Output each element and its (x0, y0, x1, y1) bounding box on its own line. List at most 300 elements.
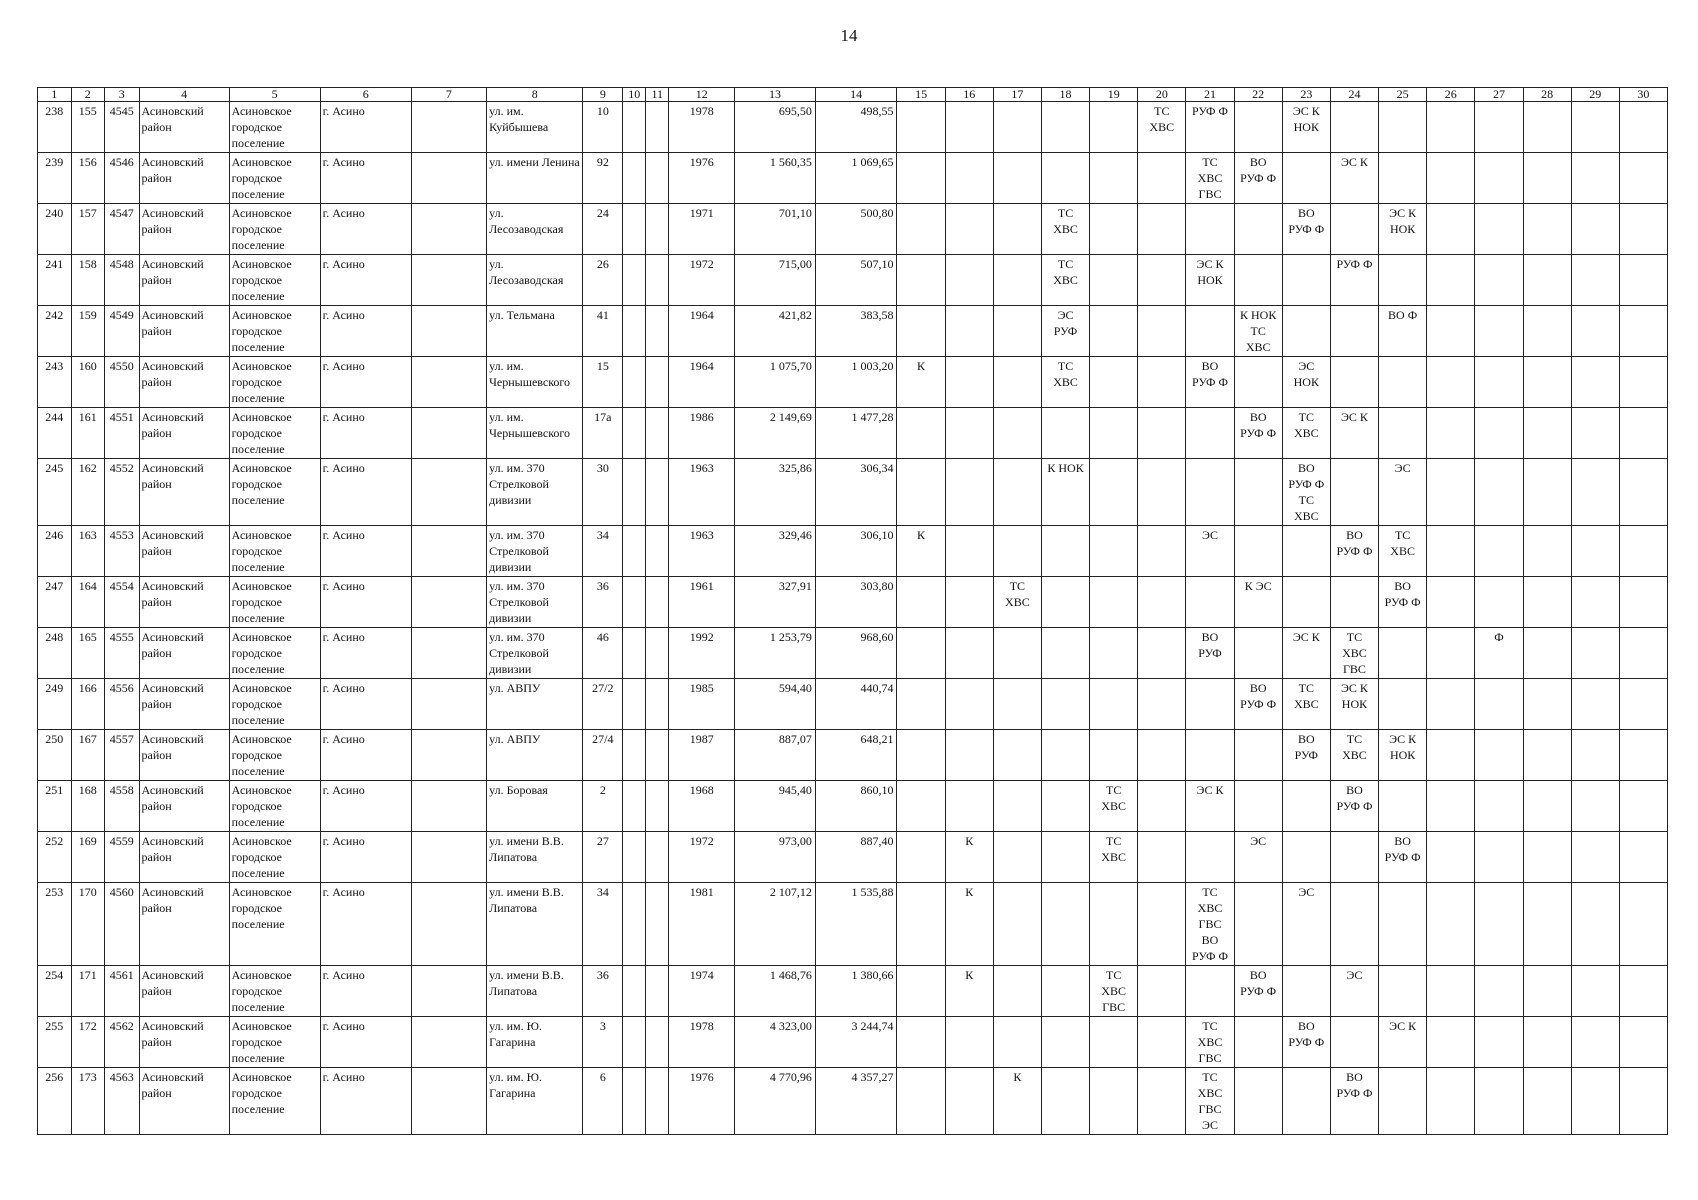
cell-col10 (623, 730, 646, 781)
cell-work-col-16: К (945, 966, 993, 1017)
cell-work-col-19 (1090, 628, 1138, 679)
cell-work-col-17 (993, 357, 1041, 408)
column-header-17: 17 (993, 88, 1041, 102)
cell-work-col-24 (1330, 306, 1378, 357)
cell-work-col-22 (1234, 102, 1282, 153)
cell-area-living: 968,60 (815, 628, 897, 679)
cell-city: г. Асино (320, 204, 411, 255)
cell-area-living: 500,80 (815, 204, 897, 255)
cell-work-col-28 (1523, 255, 1571, 306)
cell-street: ул. им. 370 Стрелковой дивизии (487, 526, 583, 577)
cell-work-col-29 (1571, 204, 1619, 255)
cell-work-col-26 (1427, 204, 1475, 255)
cell-work-col-24 (1330, 883, 1378, 966)
cell-work-col-29 (1571, 153, 1619, 204)
cell-row-sub-number: 171 (71, 966, 105, 1017)
cell-build-year: 1976 (669, 1068, 735, 1135)
cell-build-year: 1974 (669, 966, 735, 1017)
cell-col11 (646, 730, 669, 781)
cell-col10 (623, 966, 646, 1017)
cell-city: г. Асино (320, 102, 411, 153)
cell-work-col-30 (1619, 306, 1667, 357)
cell-work-col-25 (1379, 966, 1427, 1017)
cell-work-col-27 (1475, 204, 1523, 255)
cell-work-col-21: ТС ХВС ГВС (1186, 153, 1234, 204)
cell-street: ул. АВПУ (487, 730, 583, 781)
cell-city: г. Асино (320, 966, 411, 1017)
cell-work-col-27 (1475, 255, 1523, 306)
cell-row-sub-number: 169 (71, 832, 105, 883)
cell-work-col-21 (1186, 459, 1234, 526)
cell-row-sub-number: 166 (71, 679, 105, 730)
cell-area-total: 4 770,96 (735, 1068, 816, 1135)
cell-house-id: 4558 (105, 781, 140, 832)
cell-work-col-16 (945, 526, 993, 577)
cell-work-col-21: ВО РУФ Ф (1186, 357, 1234, 408)
column-header-13: 13 (735, 88, 816, 102)
column-header-4: 4 (139, 88, 229, 102)
cell-work-col-30 (1619, 628, 1667, 679)
cell-work-col-16 (945, 102, 993, 153)
cell-work-col-17 (993, 832, 1041, 883)
cell-work-col-18: К НОК (1041, 459, 1089, 526)
cell-work-col-16: К (945, 883, 993, 966)
cell-work-col-28 (1523, 1017, 1571, 1068)
cell-work-col-26 (1427, 781, 1475, 832)
cell-col7 (411, 1017, 486, 1068)
cell-work-col-22: ВО РУФ Ф (1234, 966, 1282, 1017)
cell-work-col-23 (1282, 306, 1330, 357)
cell-work-col-30 (1619, 883, 1667, 966)
cell-settlement: Асиновское городское поселение (229, 408, 320, 459)
cell-work-col-30 (1619, 832, 1667, 883)
cell-work-col-20 (1138, 408, 1186, 459)
cell-house-id: 4547 (105, 204, 140, 255)
cell-work-col-18 (1041, 628, 1089, 679)
column-header-2: 2 (71, 88, 105, 102)
cell-col11 (646, 628, 669, 679)
column-header-3: 3 (105, 88, 140, 102)
cell-work-col-26 (1427, 153, 1475, 204)
column-header-26: 26 (1427, 88, 1475, 102)
cell-col7 (411, 204, 486, 255)
cell-work-col-24 (1330, 577, 1378, 628)
cell-work-col-22 (1234, 1017, 1282, 1068)
cell-row-sub-number: 160 (71, 357, 105, 408)
cell-work-col-24: ТС ХВС (1330, 730, 1378, 781)
cell-district: Асиновский район (139, 966, 229, 1017)
cell-col11 (646, 1017, 669, 1068)
cell-work-col-17 (993, 153, 1041, 204)
cell-work-col-28 (1523, 1068, 1571, 1135)
cell-district: Асиновский район (139, 1068, 229, 1135)
cell-build-year: 1978 (669, 102, 735, 153)
cell-col10 (623, 628, 646, 679)
cell-area-living: 1 003,20 (815, 357, 897, 408)
cell-work-col-28 (1523, 577, 1571, 628)
cell-work-col-17 (993, 679, 1041, 730)
cell-work-col-25 (1379, 255, 1427, 306)
cell-area-living: 303,80 (815, 577, 897, 628)
page-number: 14 (840, 26, 858, 45)
cell-work-col-25 (1379, 781, 1427, 832)
cell-work-col-26 (1427, 832, 1475, 883)
cell-work-col-29 (1571, 306, 1619, 357)
cell-work-col-18: ЭС РУФ (1041, 306, 1089, 357)
cell-row-number: 256 (38, 1068, 72, 1135)
cell-district: Асиновский район (139, 153, 229, 204)
cell-house-id: 4554 (105, 577, 140, 628)
cell-row-number: 244 (38, 408, 72, 459)
cell-work-col-23 (1282, 781, 1330, 832)
cell-work-col-21: ЭС К НОК (1186, 255, 1234, 306)
column-number-header-row (38, 88, 1668, 102)
cell-work-col-30 (1619, 255, 1667, 306)
cell-work-col-22: ЭС (1234, 832, 1282, 883)
cell-house-number: 17а (583, 408, 623, 459)
cell-work-col-29 (1571, 730, 1619, 781)
cell-area-total: 1 075,70 (735, 357, 816, 408)
cell-work-col-27 (1475, 306, 1523, 357)
cell-work-col-21: ЭС (1186, 526, 1234, 577)
cell-work-col-25: ЭС К НОК (1379, 204, 1427, 255)
cell-work-col-29 (1571, 408, 1619, 459)
cell-house-number: 3 (583, 1017, 623, 1068)
cell-col11 (646, 781, 669, 832)
cell-build-year: 1992 (669, 628, 735, 679)
cell-district: Асиновский район (139, 526, 229, 577)
cell-col10 (623, 306, 646, 357)
cell-city: г. Асино (320, 357, 411, 408)
cell-area-living: 648,21 (815, 730, 897, 781)
cell-work-col-26 (1427, 526, 1475, 577)
column-header-11: 11 (646, 88, 669, 102)
cell-col10 (623, 577, 646, 628)
cell-row-sub-number: 164 (71, 577, 105, 628)
cell-work-col-24: ЭС К НОК (1330, 679, 1378, 730)
cell-work-col-22: ВО РУФ Ф (1234, 408, 1282, 459)
cell-city: г. Асино (320, 526, 411, 577)
cell-work-col-26 (1427, 1017, 1475, 1068)
cell-area-total: 973,00 (735, 832, 816, 883)
cell-work-col-17 (993, 102, 1041, 153)
column-header-21: 21 (1186, 88, 1234, 102)
column-header-22: 22 (1234, 88, 1282, 102)
table-body (38, 102, 1668, 1135)
cell-house-id: 4546 (105, 153, 140, 204)
cell-work-col-18 (1041, 153, 1089, 204)
cell-settlement: Асиновское городское поселение (229, 306, 320, 357)
cell-work-col-18 (1041, 966, 1089, 1017)
cell-settlement: Асиновское городское поселение (229, 628, 320, 679)
cell-work-col-18 (1041, 1017, 1089, 1068)
cell-work-col-27 (1475, 408, 1523, 459)
cell-work-col-25 (1379, 1068, 1427, 1135)
cell-work-col-26 (1427, 730, 1475, 781)
cell-settlement: Асиновское городское поселение (229, 966, 320, 1017)
cell-work-col-22 (1234, 526, 1282, 577)
cell-work-col-20 (1138, 255, 1186, 306)
cell-work-col-16 (945, 459, 993, 526)
cell-settlement: Асиновское городское поселение (229, 357, 320, 408)
cell-work-col-19 (1090, 577, 1138, 628)
cell-work-col-26 (1427, 306, 1475, 357)
cell-work-col-19 (1090, 679, 1138, 730)
cell-city: г. Асино (320, 781, 411, 832)
cell-work-col-27 (1475, 832, 1523, 883)
cell-work-col-29 (1571, 966, 1619, 1017)
cell-col11 (646, 1068, 669, 1135)
cell-work-col-20 (1138, 577, 1186, 628)
cell-col7 (411, 1068, 486, 1135)
cell-street: ул. им. Чернышевского (487, 408, 583, 459)
cell-work-col-27 (1475, 459, 1523, 526)
cell-settlement: Асиновское городское поселение (229, 781, 320, 832)
cell-work-col-18: ТС ХВС (1041, 204, 1089, 255)
cell-work-col-21 (1186, 577, 1234, 628)
cell-col11 (646, 357, 669, 408)
cell-work-col-15 (897, 1017, 945, 1068)
cell-row-sub-number: 163 (71, 526, 105, 577)
cell-work-col-15 (897, 459, 945, 526)
cell-area-living: 1 477,28 (815, 408, 897, 459)
cell-work-col-23: ВО РУФ (1282, 730, 1330, 781)
cell-area-total: 4 323,00 (735, 1017, 816, 1068)
column-header-6: 6 (320, 88, 411, 102)
cell-house-number: 27/4 (583, 730, 623, 781)
cell-area-total: 2 149,69 (735, 408, 816, 459)
cell-work-col-25: ТС ХВС (1379, 526, 1427, 577)
cell-work-col-22: ВО РУФ Ф (1234, 153, 1282, 204)
cell-area-living: 1 535,88 (815, 883, 897, 966)
cell-house-number: 26 (583, 255, 623, 306)
cell-work-col-22 (1234, 628, 1282, 679)
cell-street: ул. Тельмана (487, 306, 583, 357)
cell-row-number: 238 (38, 102, 72, 153)
cell-work-col-16 (945, 1017, 993, 1068)
cell-work-col-16 (945, 204, 993, 255)
cell-work-col-15 (897, 1068, 945, 1135)
cell-street: ул. Лесозаводская (487, 204, 583, 255)
cell-col10 (623, 153, 646, 204)
cell-col10 (623, 255, 646, 306)
cell-work-col-16 (945, 153, 993, 204)
cell-work-col-17 (993, 204, 1041, 255)
cell-work-col-16 (945, 255, 993, 306)
cell-work-col-15: К (897, 526, 945, 577)
cell-work-col-25: ВО РУФ Ф (1379, 577, 1427, 628)
table-row (38, 526, 1668, 577)
cell-work-col-23: ЭС (1282, 883, 1330, 966)
column-header-28: 28 (1523, 88, 1571, 102)
cell-col11 (646, 255, 669, 306)
cell-work-col-18 (1041, 1068, 1089, 1135)
cell-work-col-16 (945, 679, 993, 730)
cell-city: г. Асино (320, 832, 411, 883)
cell-row-number: 254 (38, 966, 72, 1017)
cell-work-col-24: ЭС К (1330, 408, 1378, 459)
cell-work-col-27 (1475, 730, 1523, 781)
cell-work-col-17 (993, 408, 1041, 459)
cell-settlement: Асиновское городское поселение (229, 526, 320, 577)
cell-col10 (623, 459, 646, 526)
cell-work-col-27 (1475, 781, 1523, 832)
cell-settlement: Асиновское городское поселение (229, 255, 320, 306)
cell-col10 (623, 781, 646, 832)
cell-col10 (623, 832, 646, 883)
cell-work-col-30 (1619, 1017, 1667, 1068)
cell-work-col-20 (1138, 883, 1186, 966)
cell-area-total: 695,50 (735, 102, 816, 153)
cell-house-id: 4548 (105, 255, 140, 306)
cell-col7 (411, 357, 486, 408)
cell-work-col-24: ВО РУФ Ф (1330, 526, 1378, 577)
cell-work-col-24: ЭС К (1330, 153, 1378, 204)
cell-work-col-21: ТС ХВС ГВС (1186, 1017, 1234, 1068)
cell-work-col-28 (1523, 204, 1571, 255)
cell-settlement: Асиновское городское поселение (229, 1017, 320, 1068)
cell-house-id: 4551 (105, 408, 140, 459)
cell-work-col-29 (1571, 781, 1619, 832)
cell-work-col-25: ВО РУФ Ф (1379, 832, 1427, 883)
cell-work-col-28 (1523, 832, 1571, 883)
cell-work-col-20 (1138, 153, 1186, 204)
cell-work-col-29 (1571, 1017, 1619, 1068)
cell-city: г. Асино (320, 730, 411, 781)
cell-city: г. Асино (320, 153, 411, 204)
cell-work-col-25: ЭС К (1379, 1017, 1427, 1068)
cell-work-col-16 (945, 781, 993, 832)
cell-work-col-29 (1571, 883, 1619, 966)
cell-work-col-28 (1523, 459, 1571, 526)
cell-work-col-16 (945, 1068, 993, 1135)
cell-work-col-25: ЭС К НОК (1379, 730, 1427, 781)
cell-area-living: 507,10 (815, 255, 897, 306)
cell-work-col-18: ТС ХВС (1041, 255, 1089, 306)
cell-work-col-27: Ф (1475, 628, 1523, 679)
cell-area-living: 3 244,74 (815, 1017, 897, 1068)
cell-street: ул. им. Чернышевского (487, 357, 583, 408)
cell-work-col-17 (993, 1017, 1041, 1068)
cell-col7 (411, 781, 486, 832)
cell-work-col-16 (945, 408, 993, 459)
cell-col7 (411, 153, 486, 204)
housing-register-table (37, 87, 1668, 1135)
cell-work-col-27 (1475, 357, 1523, 408)
cell-build-year: 1972 (669, 255, 735, 306)
cell-work-col-28 (1523, 306, 1571, 357)
cell-work-col-19 (1090, 408, 1138, 459)
cell-area-living: 860,10 (815, 781, 897, 832)
cell-district: Асиновский район (139, 306, 229, 357)
cell-work-col-18 (1041, 577, 1089, 628)
cell-area-total: 327,91 (735, 577, 816, 628)
cell-work-col-25 (1379, 357, 1427, 408)
column-header-16: 16 (945, 88, 993, 102)
cell-work-col-28 (1523, 883, 1571, 966)
cell-work-col-26 (1427, 966, 1475, 1017)
cell-house-id: 4555 (105, 628, 140, 679)
cell-row-number: 239 (38, 153, 72, 204)
cell-col10 (623, 408, 646, 459)
cell-row-sub-number: 167 (71, 730, 105, 781)
cell-work-col-29 (1571, 102, 1619, 153)
cell-street: ул. им. 370 Стрелковой дивизии (487, 577, 583, 628)
cell-district: Асиновский район (139, 459, 229, 526)
cell-work-col-18 (1041, 781, 1089, 832)
table-row (38, 679, 1668, 730)
cell-district: Асиновский район (139, 628, 229, 679)
table-row (38, 966, 1668, 1017)
cell-work-col-15 (897, 781, 945, 832)
table-row (38, 153, 1668, 204)
cell-work-col-17 (993, 883, 1041, 966)
cell-district: Асиновский район (139, 577, 229, 628)
cell-city: г. Асино (320, 255, 411, 306)
cell-work-col-18 (1041, 679, 1089, 730)
cell-house-number: 36 (583, 966, 623, 1017)
cell-area-total: 1 253,79 (735, 628, 816, 679)
cell-build-year: 1981 (669, 883, 735, 966)
cell-col7 (411, 459, 486, 526)
cell-work-col-27 (1475, 1068, 1523, 1135)
cell-work-col-19: ТС ХВС (1090, 832, 1138, 883)
cell-build-year: 1961 (669, 577, 735, 628)
cell-house-id: 4561 (105, 966, 140, 1017)
cell-work-col-23 (1282, 966, 1330, 1017)
cell-row-number: 255 (38, 1017, 72, 1068)
cell-settlement: Асиновское городское поселение (229, 153, 320, 204)
cell-work-col-21 (1186, 966, 1234, 1017)
cell-work-col-29 (1571, 459, 1619, 526)
table-row (38, 306, 1668, 357)
cell-work-col-20 (1138, 306, 1186, 357)
cell-work-col-20 (1138, 679, 1186, 730)
cell-work-col-15 (897, 832, 945, 883)
cell-work-col-15 (897, 577, 945, 628)
cell-house-id: 4563 (105, 1068, 140, 1135)
cell-work-col-23: ЭС К (1282, 628, 1330, 679)
cell-settlement: Асиновское городское поселение (229, 730, 320, 781)
cell-work-col-21 (1186, 306, 1234, 357)
cell-work-col-30 (1619, 966, 1667, 1017)
cell-work-col-22: К ЭС (1234, 577, 1282, 628)
column-header-20: 20 (1138, 88, 1186, 102)
column-header-18: 18 (1041, 88, 1089, 102)
cell-work-col-21: РУФ Ф (1186, 102, 1234, 153)
cell-house-id: 4545 (105, 102, 140, 153)
cell-work-col-30 (1619, 153, 1667, 204)
cell-work-col-15 (897, 153, 945, 204)
cell-row-number: 241 (38, 255, 72, 306)
cell-settlement: Асиновское городское поселение (229, 679, 320, 730)
cell-work-col-21 (1186, 408, 1234, 459)
cell-work-col-28 (1523, 628, 1571, 679)
cell-work-col-19 (1090, 1017, 1138, 1068)
cell-work-col-19 (1090, 357, 1138, 408)
cell-work-col-15 (897, 730, 945, 781)
cell-district: Асиновский район (139, 102, 229, 153)
cell-work-col-20 (1138, 966, 1186, 1017)
cell-work-col-18 (1041, 102, 1089, 153)
table-row (38, 730, 1668, 781)
cell-work-col-19 (1090, 526, 1138, 577)
cell-house-id: 4553 (105, 526, 140, 577)
cell-work-col-24: ТС ХВС ГВС (1330, 628, 1378, 679)
column-header-30: 30 (1619, 88, 1667, 102)
cell-area-living: 383,58 (815, 306, 897, 357)
cell-work-col-24: РУФ Ф (1330, 255, 1378, 306)
